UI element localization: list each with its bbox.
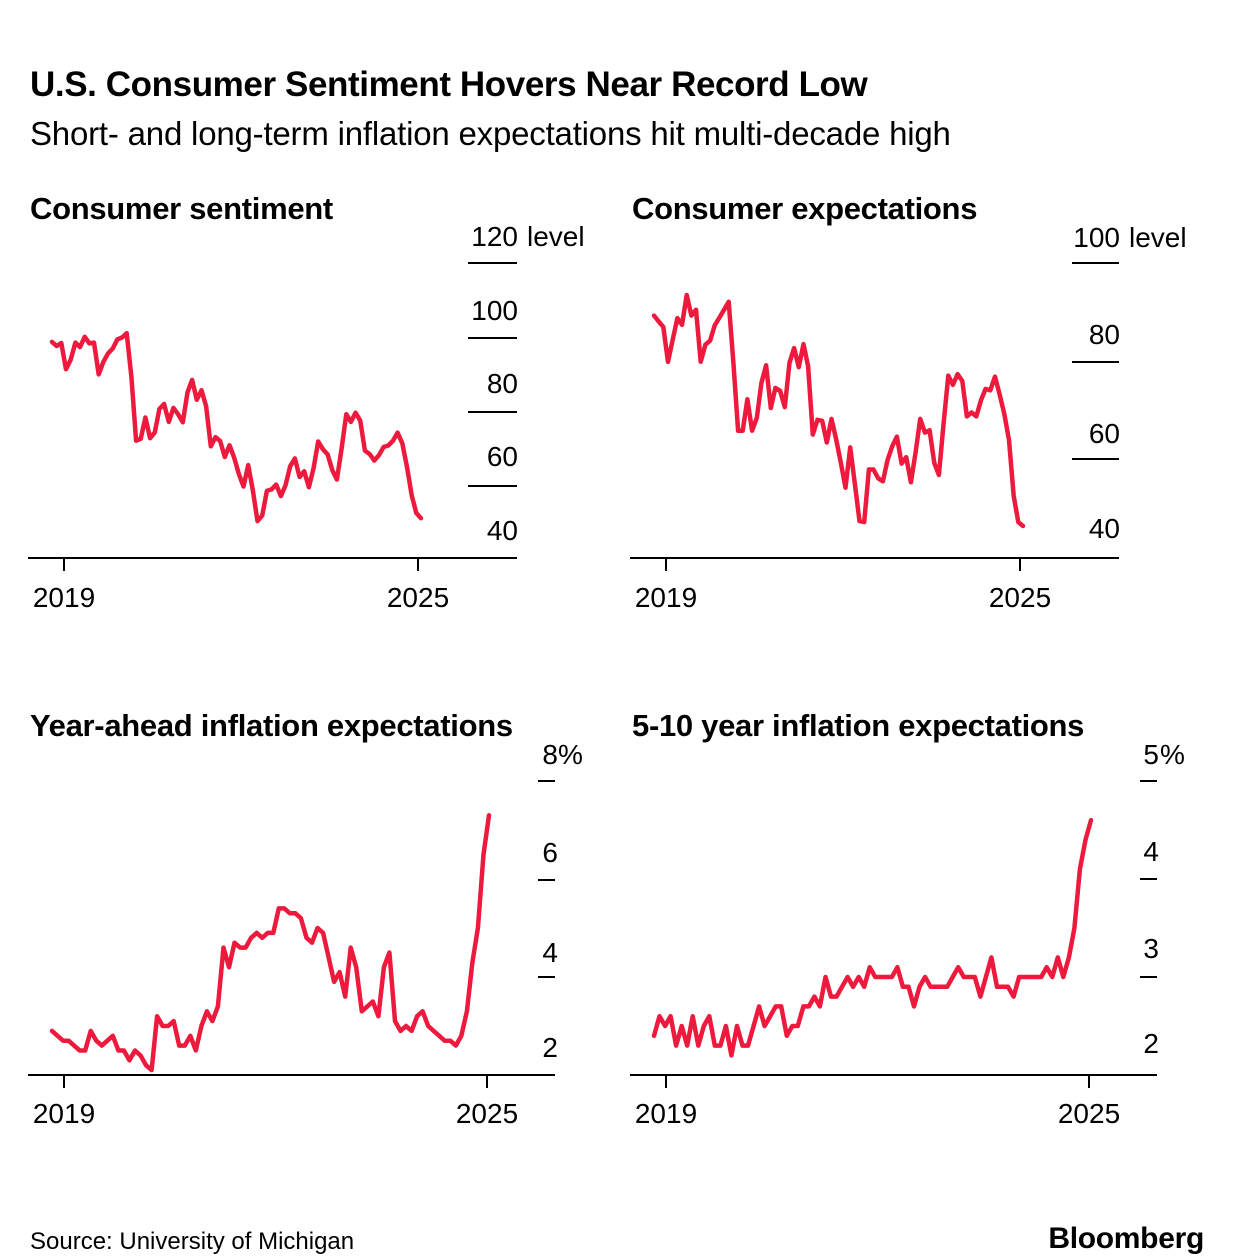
x-axis-label: 2019 xyxy=(32,1098,96,1129)
y-axis-label: 120 xyxy=(471,221,518,252)
x-axis-label: 2025 xyxy=(455,1098,519,1129)
year-ahead-inflation-expectations-line xyxy=(52,815,489,1070)
y-axis-unit-label: % xyxy=(558,739,583,770)
source-note: Source: University of Michigan xyxy=(30,1228,355,1255)
x-axis-label: 2025 xyxy=(1057,1098,1121,1129)
y-axis-label: 80 xyxy=(1088,319,1120,350)
page-title: U.S. Consumer Sentiment Hovers Near Record Low xyxy=(30,65,868,105)
consumer-expectations-line xyxy=(654,295,1023,526)
bloomberg-logo: Bloomberg xyxy=(1048,1222,1204,1255)
y-axis-label: 4 xyxy=(542,937,558,968)
y-axis-label: 2 xyxy=(1143,1028,1159,1059)
x-axis-label: 2019 xyxy=(32,582,96,613)
y-axis-unit-label: level xyxy=(1129,222,1187,253)
y-axis-label: 60 xyxy=(486,441,518,472)
y-axis-label: 4 xyxy=(1143,836,1159,867)
y-axis-label: 80 xyxy=(486,368,518,399)
y-axis-label: 5 xyxy=(1143,739,1159,770)
y-axis-unit-label: % xyxy=(1160,739,1185,770)
y-axis-label: 40 xyxy=(1088,513,1120,544)
y-axis-label: 100 xyxy=(1073,222,1120,253)
y-axis-label: 6 xyxy=(542,837,558,868)
panel-title-consumer-sentiment: Consumer sentiment xyxy=(30,190,333,226)
y-axis-label: 60 xyxy=(1088,418,1120,449)
page-subtitle: Short- and long-term inflation expectations hit multi-decade high xyxy=(30,115,951,152)
panel-title-5-10-year-inflation: 5-10 year inflation expectations xyxy=(632,707,1085,743)
x-axis-label: 2025 xyxy=(988,582,1052,613)
five-ten-year-inflation-expectations-line xyxy=(654,820,1091,1055)
y-axis-label: 100 xyxy=(471,295,518,326)
x-axis-label: 2025 xyxy=(386,582,450,613)
panel-title-consumer-expectations: Consumer expectations xyxy=(632,190,978,226)
x-axis-label: 2019 xyxy=(634,1098,698,1129)
y-axis-label: 3 xyxy=(1143,933,1159,964)
y-axis-label: 8 xyxy=(542,739,558,770)
y-axis-unit-label: level xyxy=(527,221,585,252)
y-axis-label: 40 xyxy=(486,515,518,546)
panel-title-year-ahead-inflation: Year-ahead inflation expectations xyxy=(30,707,513,743)
y-axis-label: 2 xyxy=(542,1032,558,1063)
consumer-sentiment-line xyxy=(52,333,421,521)
x-axis-label: 2019 xyxy=(634,582,698,613)
